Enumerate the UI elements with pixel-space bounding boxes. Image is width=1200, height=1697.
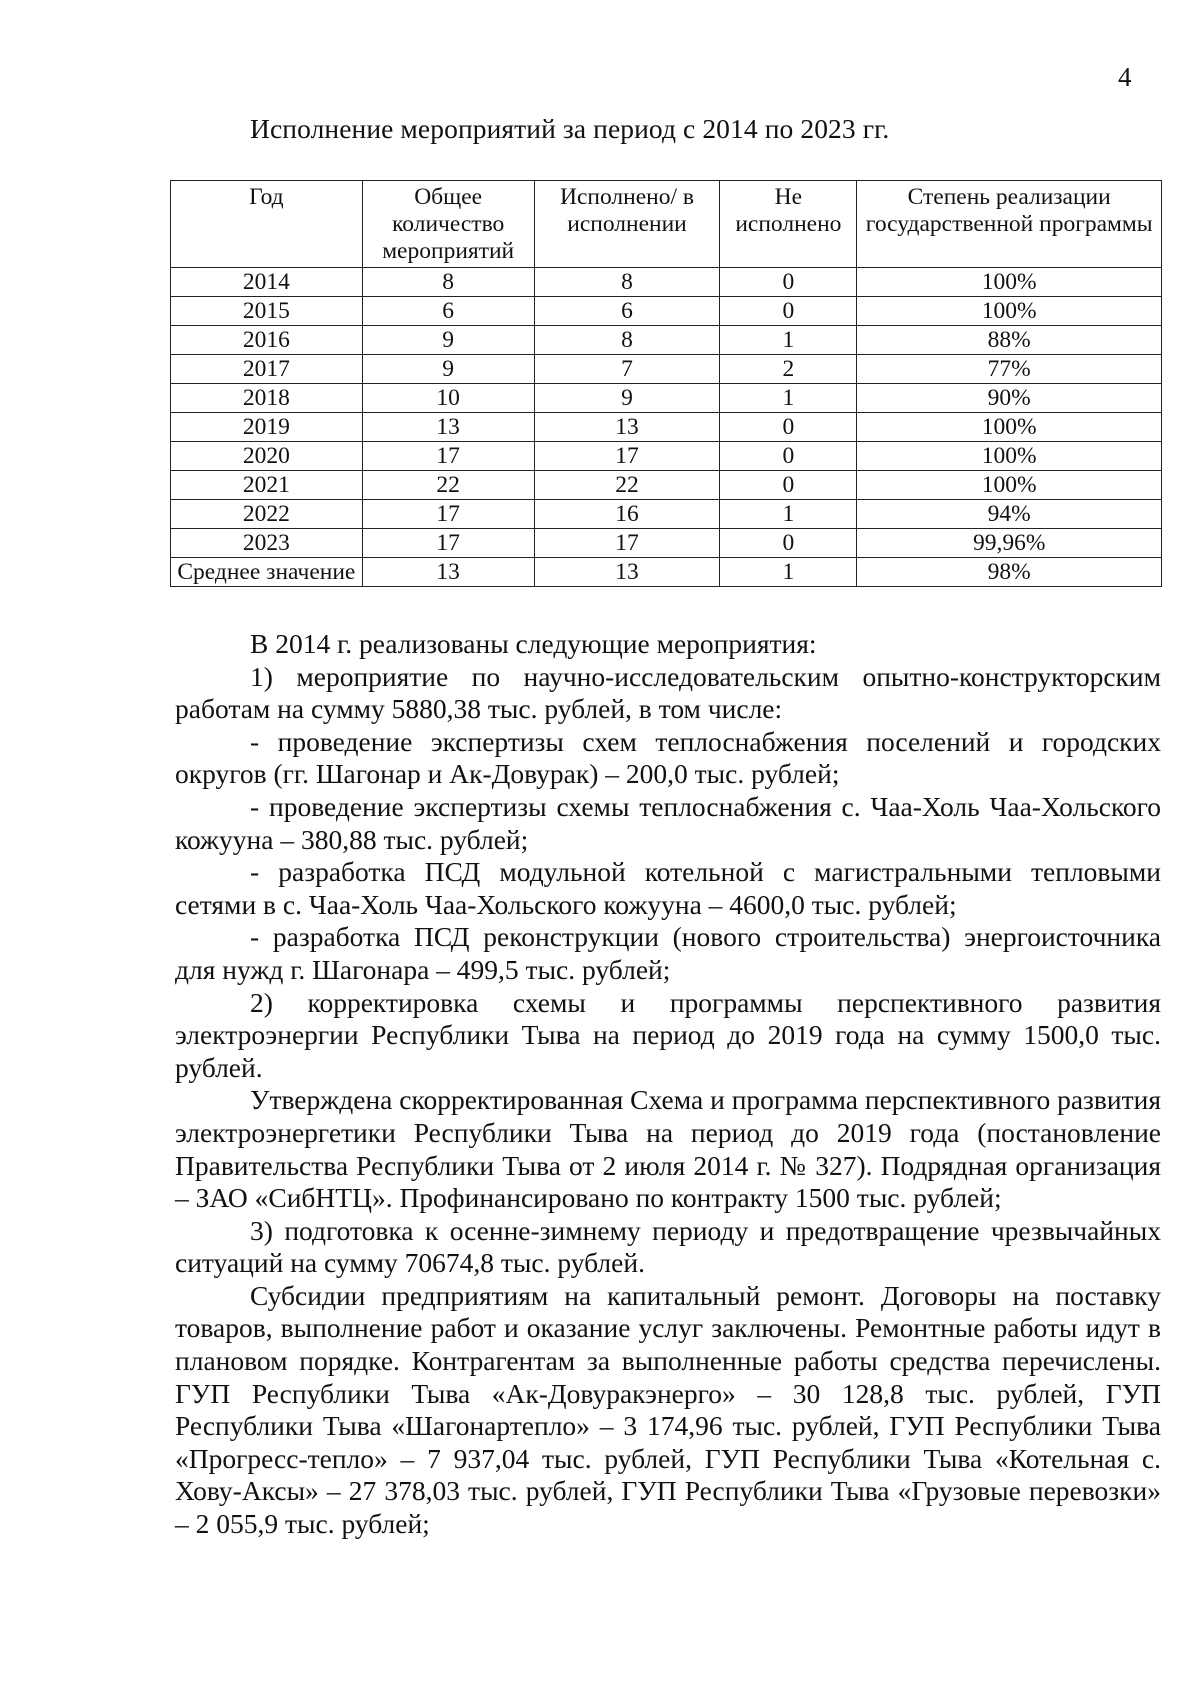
- results-table: [170, 180, 1162, 587]
- table-cell: 13: [362, 558, 534, 587]
- table-row: [171, 529, 1162, 558]
- table-cell: 94%: [857, 500, 1162, 529]
- table-cell: 2020: [171, 442, 363, 471]
- table-header: [171, 181, 1162, 268]
- table-cell: Среднее значение: [171, 558, 363, 587]
- table-cell: 9: [362, 326, 534, 355]
- table-cell: 1: [720, 326, 857, 355]
- table-body: [171, 268, 1162, 587]
- table-cell: 22: [362, 471, 534, 500]
- table-row: [171, 268, 1162, 297]
- table-cell: 17: [534, 529, 720, 558]
- paragraph: - разработка ПСД модульной котельной с магистральными тепловыми сетями в с. Чаа-Холь Чаа-Хольского кожууна – 4600,0 тыс. рублей;: [175, 856, 1161, 920]
- page-number: 4: [1118, 62, 1132, 92]
- table-cell: 16: [534, 500, 720, 529]
- table-cell: 13: [534, 413, 720, 442]
- table-row: [171, 413, 1162, 442]
- table-row: [171, 355, 1162, 384]
- table-cell: 100%: [857, 413, 1162, 442]
- table-cell: 99,96%: [857, 529, 1162, 558]
- table-cell: 10: [362, 384, 534, 413]
- table-cell: 8: [534, 326, 720, 355]
- table-cell: 100%: [857, 268, 1162, 297]
- table-cell: 8: [534, 268, 720, 297]
- table-cell: 100%: [857, 471, 1162, 500]
- column-header: Год: [171, 181, 363, 268]
- body-text: [175, 628, 1161, 1541]
- paragraph: В 2014 г. реализованы следующие мероприятия:: [250, 628, 817, 659]
- table-row: [171, 326, 1162, 355]
- table-cell: 2019: [171, 413, 363, 442]
- table-cell: 100%: [857, 297, 1162, 326]
- table-cell: 9: [362, 355, 534, 384]
- table-cell: 0: [720, 442, 857, 471]
- column-header: Исполнено/ в исполнении: [534, 181, 720, 268]
- table-cell: 22: [534, 471, 720, 500]
- average-row: [171, 558, 1162, 587]
- table-cell: 6: [534, 297, 720, 326]
- paragraph: - проведение экспертизы схемы теплоснабжения с. Чаа-Холь Чаа-Хольского кожууна – 380,88 тыс. рублей;: [175, 790, 1161, 855]
- table-row: [171, 384, 1162, 413]
- table-cell: 17: [362, 500, 534, 529]
- table-cell: 17: [362, 442, 534, 471]
- table-cell: 17: [362, 529, 534, 558]
- table-cell: 6: [362, 297, 534, 326]
- table-cell: 77%: [857, 355, 1162, 384]
- table-cell: 7: [534, 355, 720, 384]
- table-cell: 2: [720, 355, 857, 384]
- table-cell: 2021: [171, 471, 363, 500]
- table-title: Исполнение мероприятий за период с 2014 по 2023 гг.: [250, 113, 890, 144]
- column-header: Общее количество мероприятий: [362, 181, 534, 268]
- table-cell: 0: [720, 268, 857, 297]
- table-cell: 2018: [171, 384, 363, 413]
- table-cell: 90%: [857, 384, 1162, 413]
- table-cell: 2015: [171, 297, 363, 326]
- table-cell: 2014: [171, 268, 363, 297]
- table-header-row: [171, 181, 1162, 268]
- paragraph: 1) мероприятие по научно-исследовательским опытно-конструкторским работам на сумму 5880,38 тыс. рублей, в том числе:: [175, 660, 1161, 725]
- table-cell: 0: [720, 413, 857, 442]
- paragraph: 2) корректировка схемы и программы перспективного развития электроэнергии Республики Тыва на период до 2019 года на сумму 1500,0 тыс. рублей.: [175, 986, 1161, 1083]
- table-cell: 0: [720, 297, 857, 326]
- table-cell: 88%: [857, 326, 1162, 355]
- table-cell: 2022: [171, 500, 363, 529]
- table-cell: 100%: [857, 442, 1162, 471]
- table-cell: 1: [720, 384, 857, 413]
- table-cell: 0: [720, 529, 857, 558]
- table-row: [171, 471, 1162, 500]
- table-cell: 2016: [171, 326, 363, 355]
- table-cell: 13: [362, 413, 534, 442]
- paragraph: Субсидии предприятиям на капитальный ремонт. Договоры на поставку товаров, выполнение работ и оказание услуг заключены. Ремонтные работы идут в плановом порядке. Контрагентам за выполненные работы средства перечислены. ГУП Республики Тыва «Ак-Довуракэнерго» – 30 128,8 тыс. рублей, ГУП Республики Тыва «Шагонартепло» – 3 174,96 тыс. рублей, ГУП Республики Тыва «Прогресс-тепло» – 7 937,04 тыс. рублей, ГУП Республики Тыва «Котельная с. Хову-Аксы» – 27 378,03 тыс. рублей, ГУП Республики Тыва «Грузовые перевозки» – 2 055,9 тыс. рублей;: [175, 1279, 1161, 1540]
- table-cell: 9: [534, 384, 720, 413]
- column-header: Не исполнено: [720, 181, 857, 268]
- table-cell: 2017: [171, 355, 363, 384]
- table-cell: 8: [362, 268, 534, 297]
- table-cell: 98%: [857, 558, 1162, 587]
- paragraph: Утверждена скорректированная Схема и программа перспективного развития электроэнергетики Республики Тыва на период до 2019 года (постановление Правительства Республики Тыва от 2 июля 2014 г. № 327). Подрядная организация – ЗАО «СибНТЦ». Профинансировано по контракту 1500 тыс. рублей;: [175, 1084, 1161, 1214]
- table-cell: 2023: [171, 529, 363, 558]
- table-row: [171, 297, 1162, 326]
- column-header: Степень реализации государственной программы: [857, 181, 1162, 268]
- table-cell: 1: [720, 558, 857, 587]
- table-row: [171, 442, 1162, 471]
- table-row: [171, 500, 1162, 529]
- table-cell: 13: [534, 558, 720, 587]
- paragraph: - разработка ПСД реконструкции (нового строительства) энергоисточника для нужд г. Шагонара – 499,5 тыс. рублей;: [175, 921, 1161, 985]
- paragraph: - проведение экспертизы схем теплоснабжения поселений и городских округов (гг. Шагонар и Ак-Довурак) – 200,0 тыс. рублей;: [175, 725, 1161, 790]
- table-cell: 17: [534, 442, 720, 471]
- table-cell: 1: [720, 500, 857, 529]
- table-cell: 0: [720, 471, 857, 500]
- paragraph: 3) подготовка к осенне-зимнему периоду и предотвращение чрезвычайных ситуаций на сумму 70674,8 тыс. рублей.: [175, 1214, 1161, 1279]
